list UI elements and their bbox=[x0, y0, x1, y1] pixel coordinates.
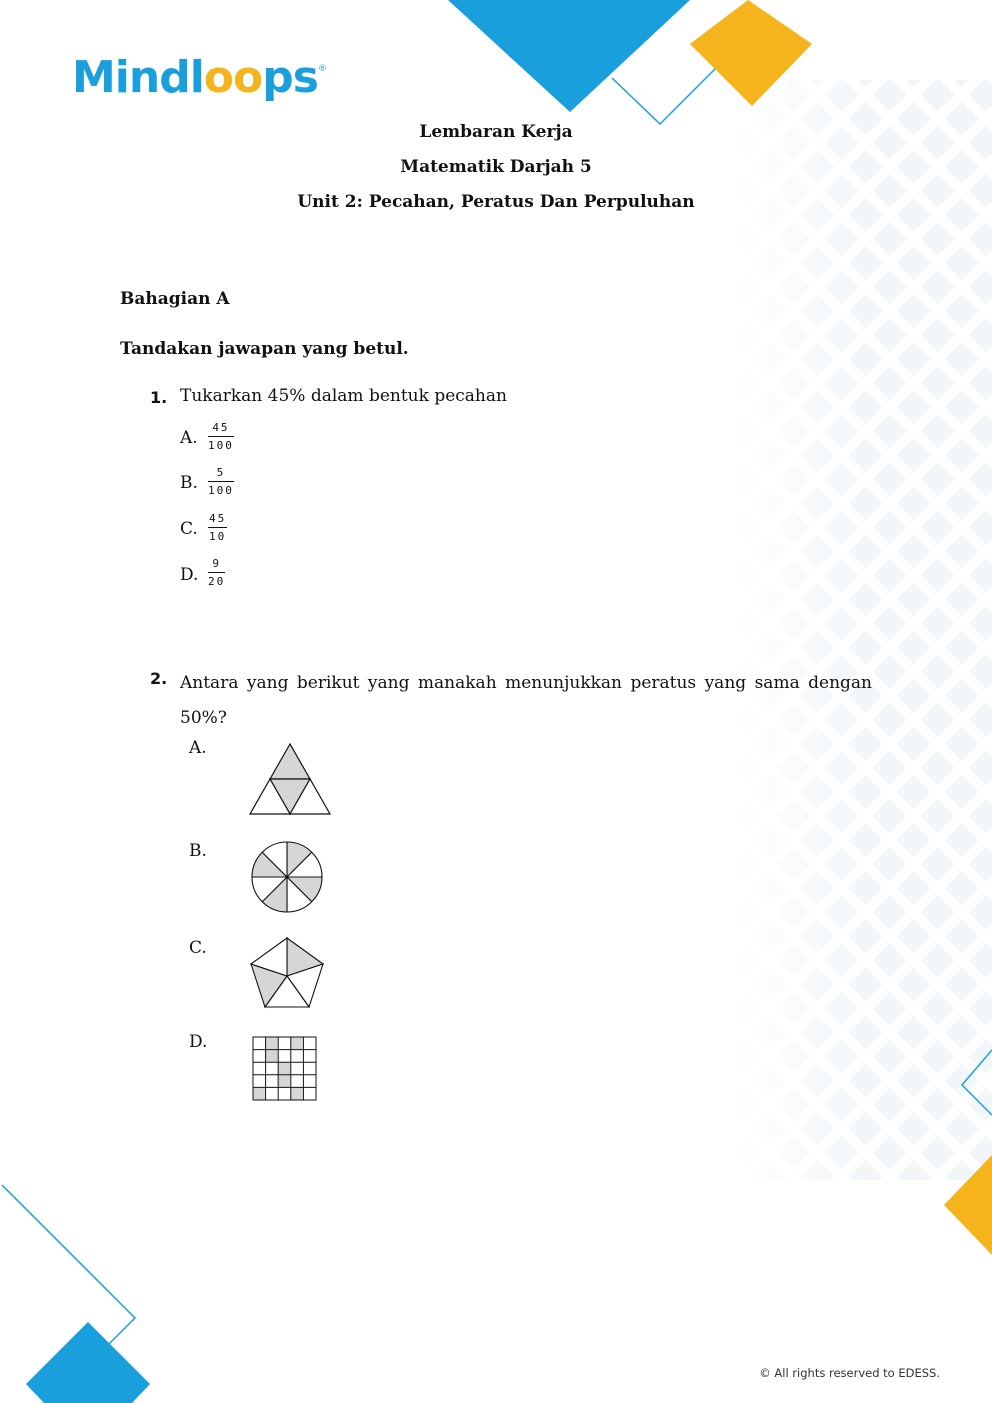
unit-title: Unit 2: Pecahan, Peratus Dan Perpuluhan bbox=[297, 192, 695, 212]
q1-option-c-label[interactable]: C. bbox=[180, 519, 198, 539]
q1-option-a-label[interactable]: A. bbox=[180, 428, 198, 448]
instruction: Tandakan jawapan yang betul. bbox=[120, 339, 409, 359]
q1-option-c-numerator: 45 bbox=[209, 512, 227, 525]
q1-option-c-fraction[interactable] bbox=[208, 512, 227, 543]
q2-option-b-circle-figure[interactable] bbox=[250, 840, 324, 914]
copyright-notice: © All rights reserved to EDESS. bbox=[759, 1366, 940, 1380]
question-1-text: Tukarkan 45% dalam bentuk pecahan bbox=[180, 386, 507, 406]
q1-option-b-numerator: 5 bbox=[216, 466, 226, 479]
q1-option-d-label[interactable]: D. bbox=[180, 565, 199, 585]
q2-option-a-label[interactable]: A. bbox=[189, 738, 207, 758]
q1-option-c-denominator: 10 bbox=[208, 527, 227, 543]
logo-text-end: ps bbox=[262, 52, 318, 103]
q2-option-d-grid-figure[interactable] bbox=[252, 1036, 318, 1102]
registered-mark: ® bbox=[317, 64, 326, 74]
q1-option-d-numerator: 9 bbox=[212, 557, 221, 570]
q1-option-b-denominator: 100 bbox=[208, 481, 234, 497]
q2-option-c-pentagon-figure[interactable] bbox=[248, 936, 326, 1010]
q1-option-d-fraction[interactable] bbox=[208, 557, 225, 588]
q2-option-d-label[interactable]: D. bbox=[189, 1032, 208, 1052]
q2-option-a-triangle-figure[interactable] bbox=[248, 742, 332, 816]
q1-option-b-label[interactable]: B. bbox=[180, 473, 198, 493]
q1-option-d-denominator: 20 bbox=[208, 572, 225, 588]
q1-option-a-denominator: 100 bbox=[208, 436, 234, 452]
q2-option-b-label[interactable]: B. bbox=[189, 841, 207, 861]
logo-text-start: Mindl bbox=[72, 52, 204, 103]
question-1-number: 1. bbox=[150, 388, 168, 407]
question-2-text: Antara yang berikut yang manakah menunjukkan peratus yang sama dengan 50%? bbox=[180, 673, 872, 728]
worksheet-title: Lembaran Kerja bbox=[419, 122, 573, 142]
subject-title: Matematik Darjah 5 bbox=[400, 157, 592, 177]
logo-loop: oo bbox=[203, 52, 263, 103]
q1-option-a-fraction[interactable] bbox=[208, 421, 234, 452]
section-title: Bahagian A bbox=[120, 289, 230, 309]
q1-option-a-numerator: 45 bbox=[212, 421, 230, 434]
q2-option-c-label[interactable]: C. bbox=[189, 938, 207, 958]
mindloops-logo bbox=[72, 52, 326, 103]
question-2-number: 2. bbox=[150, 669, 168, 688]
q1-option-b-fraction[interactable] bbox=[208, 466, 234, 497]
